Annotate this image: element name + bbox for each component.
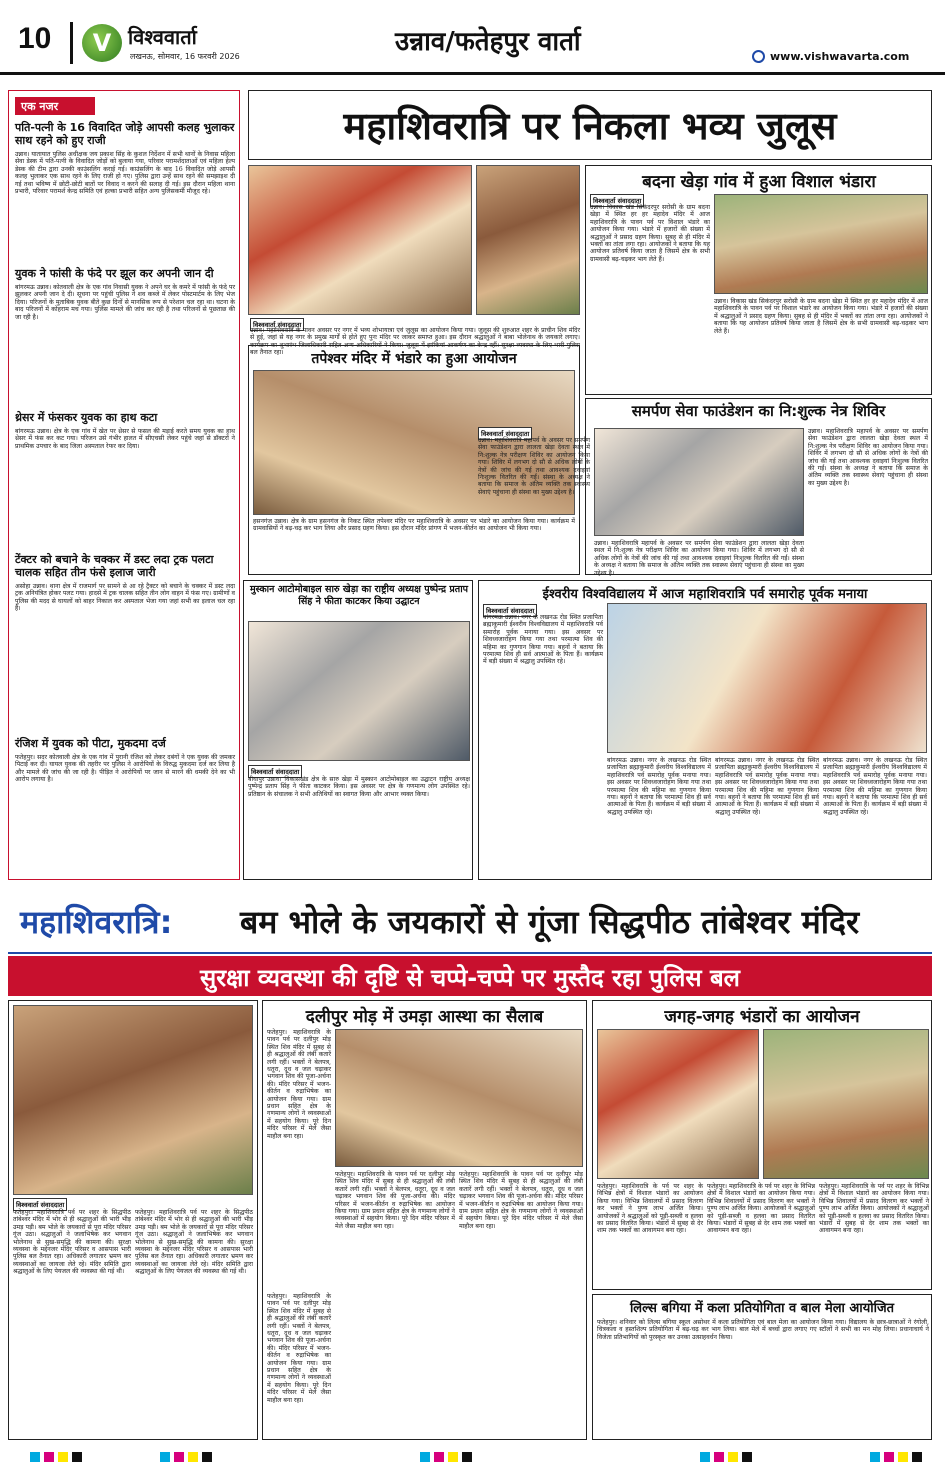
tapeshwar-body: हसनगंज उन्नाव। क्षेत्र के ग्राम हसनगंज के निकट स्थित तपेश्वर मंदिर पर महाशिवरात्रि के अवसर पर भंडारे का आयोजन किया गया। कार्यक्रम में ग्रामवासियों ने बढ़-चढ़ कर भाग लिया और प्रसाद ग्रहण किया। इस दौरान मंदिर प्रांगण में भजन-कीर्तन का आयोजन भी किया गया। xyxy=(253,518,575,533)
cyan-mark xyxy=(30,1452,40,1462)
page-number-divider xyxy=(70,22,73,64)
lead-photo xyxy=(248,165,472,315)
dalipur-photo xyxy=(335,1029,583,1167)
sidebar-body: बांगरमऊ उन्नाव। कोतवाली क्षेत्र के एक गांव निवासी युवक ने अपने घर के कमरे में फांसी के फंदे पर झूलकर अपनी जान दे दी। सूचना पर पहुंची पुलिस ने शव कब्जे में लेकर पोस्टमार्टम के लिए भेज दिया। परिजनों के मुताबिक युवक बीते कुछ दिनों से मानसिक रूप से परेशान चल रहा था। घटना के बाद परिजनों में कोहराम मच गया। पुलिस मामले की जांच कर रही है तथा परिजनों से पूछताछ की जा रही है। xyxy=(15,284,235,321)
jagah-photo xyxy=(597,1029,759,1179)
badna-story xyxy=(585,165,932,395)
sidebar-headline: पति-पत्नी के 16 विवादित जोड़े आपसी कलह भुलाकर साथ रहने को हुए राजी xyxy=(15,121,235,147)
sidebar-label: एक नजर xyxy=(15,97,95,115)
cyan-mark xyxy=(870,1452,880,1462)
dalipur-story xyxy=(262,1000,587,1440)
lilas-body: फतेहपुर। शनिवार को लिल्स बगिया स्कूल असोथर में कला प्रतियोगिता एवं बाल मेला का आयोजन किया गया। विद्यालय के छात्र-छात्राओं ने रंगोली, चित्रकला व हस्तशिल्प प्रतियोगिता में बढ़-चढ़ कर भाग लिया। बाल मेले में बच्चों द्वारा लगाए गए स्टॉलों ने सभी का मन मोह लिया। प्रधानाचार्य ने विजेता प्रतिभागियों को पुरस्कृत कर उनका उत्साहवर्धन किया। xyxy=(597,1319,929,1341)
magenta-mark xyxy=(714,1452,724,1462)
banner-prefix: महाशिवरात्रि: xyxy=(20,903,173,941)
muskan-body: बीघापुर उन्नाव। विकासखंड क्षेत्र के सारु खेड़ा में मुस्कान आटोमोबाइल का उद्घाटन राष्ट्रीय अध्यक्ष पुष्पेन्द्र प्रताप सिंह ने फीता काटकर किया। इस अवसर पर क्षेत्र के गणमान्य लोग उपस्थित रहे। प्रतिष्ठान के संचालक ने सभी अतिथियों का स्वागत किया और आभार व्यक्त किया। xyxy=(248,776,470,798)
badna-photo xyxy=(714,194,928,294)
banner-subhead: सुरक्षा व्यवस्था की दृष्टि से चप्पे-चप्पे पर मुस्तैद रहा पुलिस बल xyxy=(200,964,740,992)
magenta-mark xyxy=(44,1452,54,1462)
cyan-mark xyxy=(420,1452,430,1462)
tambeshwar-story xyxy=(8,1000,258,1440)
black-mark xyxy=(202,1452,212,1462)
cyan-mark xyxy=(700,1452,710,1462)
sidebar-headline: युवक ने फांसी के फंदे पर झूल कर अपनी जान दी xyxy=(15,267,214,280)
jagah-story xyxy=(592,1000,932,1290)
sidebar-headline: टेंक्टर को बचाने के चक्कर में डस्ट लदा ट्रक पलटा चालक सहित तीन फंसे इलाज जारी xyxy=(15,553,214,579)
ishwariya-body: बांगरमऊ उन्नाव। नगर के लखनऊ रोड स्थित प्रजापिता ब्रह्माकुमारी ईश्वरीय विश्वविद्यालय में महाशिवरात्रि पर्व समारोह पूर्वक मनाया गया। इस अवसर पर शिवध्वजारोहण किया गया तथा परमात्मा शिव की महिमा का गुणगान किया गया। बहनों ने बताया कि परमात्मा शिव ही सर्व आत्माओं के पिता हैं। कार्यक्रम में बड़ी संख्या में श्रद्धालु उपस्थित रहे। xyxy=(483,614,603,666)
dalipur-body-cont: फतेहपुर। महाशिवरात्रि के पावन पर्व पर दलीपुर मोड़ स्थित शिव मंदिर में सुबह से ही श्रद्धालुओं की लंबी कतारें लगी रहीं। भक्तों ने बेलपत्र, धतूरा, दूध व जल चढ़ाकर भगवान शिव की पूजा-अर्चना की। मंदिर परिसर में भजन-कीर्तन व रुद्राभिषेक का आयोजन किया गया। ग्राम प्रधान सहित क्षेत्र के गणमान्य लोगों ने व्यवस्थाओं में सहयोग किया। पूरे दिन मंदिर परिसर में मेले जैसा माहौल बना रहा। xyxy=(335,1171,455,1230)
banner-headline: बम भोले के जयकारों से गूंजा सिद्धपीठ तांबेश्वर मंदिर xyxy=(240,903,860,941)
ishwariya-body-cont: बांगरमऊ उन्नाव। नगर के लखनऊ रोड स्थित प्रजापिता ब्रह्माकुमारी ईश्वरीय विश्वविद्यालय में महाशिवरात्रि पर्व समारोह पूर्वक मनाया गया। इस अवसर पर शिवध्वजारोहण किया गया तथा परमात्मा शिव की महिमा का गुणगान किया गया। बहनों ने बताया कि परमात्मा शिव ही सर्व आत्माओं के पिता हैं। कार्यक्रम में बड़ी संख्या में श्रद्धालु उपस्थित रहे। xyxy=(715,757,819,816)
tambeshwar-body: फतेहपुर। महाशिवरात्रि पर्व पर शहर के सिद्धपीठ तांबेश्वर मंदिर में भोर से ही श्रद्धालुओं की भारी भीड़ उमड़ पड़ी। बम भोले के जयकारों से पूरा मंदिर परिसर गूंज उठा। श्रद्धालुओं ने जलाभिषेक कर भगवान भोलेनाथ से सुख-समृद्धि की कामना की। सुरक्षा व्यवस्था के मद्देनजर मंदिर परिसर व आसपास भारी पुलिस बल तैनात रहा। अधिकारी लगातार भ्रमण कर व्यवस्थाओं का जायजा लेते रहे। मंदिर समिति द्वारा श्रद्धालुओं के लिए पेयजल की व्यवस्था की गई थी। xyxy=(13,1209,131,1276)
samarpan-photo xyxy=(594,428,804,536)
ishwariya-photo xyxy=(607,603,927,753)
sidebar-body: असोहा उन्नाव। थाना क्षेत्र में राजमार्ग पर सामने से आ रहे ट्रैक्टर को बचाने के चक्कर में डस्ट लदा ट्रक अनियंत्रित होकर पलट गया। हादसे में ट्रक चालक सहित तीन लोग वाहन में फंस गए। ग्रामीणों व पुलिस की मदद से घायलों को बाहर निकाल कर अस्पताल भेजा गया जहां सभी का इलाज चल रहा है। xyxy=(15,583,235,613)
tapeshwar-headline: तपेश्वर मंदिर में भंडारे का हुआ आयोजन xyxy=(311,351,517,367)
samarpan-body: उन्नाव। महाशिवरात्रि महापर्व के अवसर पर समर्पण सेवा फाउंडेशन द्वारा लालता खेड़ा देवता स्थल में नि:शुल्क नेत्र परीक्षण शिविर का आयोजन किया गया। शिविर में लगभग दो सौ से अधिक लोगों के नेत्रों की जांच की गई तथा आवश्यक दवाइयां निःशुल्क वितरित की गईं। संस्था के अध्यक्ष ने बताया कि समाज के अंतिम व्यक्ति तक स्वास्थ्य सेवाएं पहुंचाना ही संस्था का मुख्य उद्देश्य है। xyxy=(478,437,590,496)
lead-headline: महाशिवरात्रि पर निकला भव्य जुलूस xyxy=(343,104,837,148)
black-mark xyxy=(72,1452,82,1462)
sidebar xyxy=(8,90,240,880)
badna-body-cont: उन्नाव। विकास खंड सिकंदरपुर सरोसी के ग्राम बदना खेड़ा में स्थित हर हर महादेव मंदिर में आज महाशिवरात्रि के पावन पर्व पर विशाल भंडारे का आयोजन किया गया। भंडारे में हजारों की संख्या में श्रद्धालुओं ने प्रसाद ग्रहण किया। सुबह से ही मंदिर में भक्तों का तांता लगा रहा। आयोजकों ने बताया कि यह आयोजन प्रतिवर्ष किया जाता है जिसमें क्षेत्र के सभी ग्रामवासी बढ़-चढ़कर भाग लेते हैं। xyxy=(714,298,928,335)
byline: विश्ववार्ता संवाददाता xyxy=(483,604,537,617)
yellow-mark xyxy=(898,1452,908,1462)
lead-photo xyxy=(476,165,580,315)
black-mark xyxy=(462,1452,472,1462)
ishwariya-body-cont: बांगरमऊ उन्नाव। नगर के लखनऊ रोड स्थित प्रजापिता ब्रह्माकुमारी ईश्वरीय विश्वविद्यालय में महाशिवरात्रि पर्व समारोह पूर्वक मनाया गया। इस अवसर पर शिवध्वजारोहण किया गया तथा परमात्मा शिव की महिमा का गुणगान किया गया। बहनों ने बताया कि परमात्मा शिव ही सर्व आत्माओं के पिता हैं। कार्यक्रम में बड़ी संख्या में श्रद्धालु उपस्थित रहे। xyxy=(607,757,711,816)
sidebar-body: फतेहपुर। सदर कोतवाली क्षेत्र के एक गांव में पुरानी रंजिश को लेकर दबंगों ने एक युवक की जमकर पिटाई कर दी। घायल युवक की तहरीर पर पुलिस ने आरोपियों के विरुद्ध मुकदमा दर्ज कर लिया है और मामले की जांच की जा रही है। पीड़ित ने आरोपियों पर जान से मारने की धमकी देने का भी आरोप लगाया है। xyxy=(15,754,235,784)
byline: विश्ववार्ता संवाददाता xyxy=(248,765,302,778)
samarpan-headline: समर्पण सेवा फाउंडेशन का नि:शुल्क नेत्र शिविर xyxy=(631,402,886,420)
sidebar-body: उन्नाव। यातायात पुलिस अधीक्षक जय प्रकाश सिंह के कुशल निर्देशन में सभी थानों के निवास महिला सेवा डेस्क में पति-पत्नी के विवादित जोड़ों को बुलाया गया, परिवार परामर्शदाताओं एवं महिला हेल्प डेस्क की टीम द्वारा उनकी काउंसलिंग कराई गई। काउंसलिंग के बाद 16 विवादित जोड़े आपसी कलह भुलाकर एक साथ रहने के लिए राजी हो गए। पुलिस द्वारा उन्हें साथ रहने की समझाइश दी गई तथा भविष्य में छोटी-छोटी बातों पर विवाद न करने की सलाह दी गई। इस दौरान महिला थाना प्रभारी, परिवार परामर्श केन्द्र समिति एवं हल्का प्रभारी सहित अन्य पुलिसकर्मी मौजूद रहे। xyxy=(15,151,235,196)
yellow-mark xyxy=(188,1452,198,1462)
tambeshwar-photo xyxy=(13,1005,253,1195)
byline: विश्ववार्ता संवाददाता xyxy=(13,1198,67,1211)
samarpan-body-cont: उन्नाव। महाशिवरात्रि महापर्व के अवसर पर समर्पण सेवा फाउंडेशन द्वारा लालता खेड़ा देवता स्थल में नि:शुल्क नेत्र परीक्षण शिविर का आयोजन किया गया। शिविर में लगभग दो सौ से अधिक लोगों के नेत्रों की जांच की गई तथा आवश्यक दवाइयां निःशुल्क वितरित की गईं। संस्था के अध्यक्ष ने बताया कि समाज के अंतिम व्यक्ति तक स्वास्थ्य सेवाएं पहुंचाना ही संस्था का मुख्य उद्देश्य है। xyxy=(594,540,804,577)
magenta-mark xyxy=(884,1452,894,1462)
jagah-body: फतेहपुर। महाशिवरात्रि के पर्व पर शहर के विभिन्न क्षेत्रों में विशाल भंडारों का आयोजन किया गया। विभिन्न शिवालयों में प्रसाद वितरण कर भक्तों ने पुण्य लाभ अर्जित किया। आयोजकों ने श्रद्धालुओं को पूड़ी-सब्जी व हलवा का प्रसाद वितरित किया। भंडारों में सुबह से देर शाम तक भक्तों का आवागमन बना रहा। xyxy=(597,1183,703,1235)
section-title: उन्नाव/फतेहपुर वार्ता xyxy=(395,27,581,57)
yellow-mark xyxy=(728,1452,738,1462)
brand-name: विश्ववार्ता xyxy=(128,25,197,49)
muskan-headline: मुस्कान आटोमोबाइल सारु खेड़ा का राष्ट्रीय अध्यक्ष पुष्पेन्द्र प्रताप सिंह ने फीता काटकर किया उद्घाटन xyxy=(249,584,469,607)
masthead xyxy=(0,0,945,78)
banner-subhead-band xyxy=(8,956,932,996)
samarpan-body-cont: उन्नाव। महाशिवरात्रि महापर्व के अवसर पर समर्पण सेवा फाउंडेशन द्वारा लालता खेड़ा देवता स्थल में नि:शुल्क नेत्र परीक्षण शिविर का आयोजन किया गया। शिविर में लगभग दो सौ से अधिक लोगों के नेत्रों की जांच की गई तथा आवश्यक दवाइयां निःशुल्क वितरित की गईं। संस्था के अध्यक्ष ने बताया कि समाज के अंतिम व्यक्ति तक स्वास्थ्य सेवाएं पहुंचाना ही संस्था का मुख्य उद्देश्य है। xyxy=(808,428,928,487)
color-registration-strip xyxy=(0,1448,945,1468)
ishwariya-body-cont: बांगरमऊ उन्नाव। नगर के लखनऊ रोड स्थित प्रजापिता ब्रह्माकुमारी ईश्वरीय विश्वविद्यालय में महाशिवरात्रि पर्व समारोह पूर्वक मनाया गया। इस अवसर पर शिवध्वजारोहण किया गया तथा परमात्मा शिव की महिमा का गुणगान किया गया। बहनों ने बताया कि परमात्मा शिव ही सर्व आत्माओं के पिता हैं। कार्यक्रम में बड़ी संख्या में श्रद्धालु उपस्थित रहे। xyxy=(823,757,927,816)
jagah-body-cont: फतेहपुर। महाशिवरात्रि के पर्व पर शहर के विभिन्न क्षेत्रों में विशाल भंडारों का आयोजन किया गया। विभिन्न शिवालयों में प्रसाद वितरण कर भक्तों ने पुण्य लाभ अर्जित किया। आयोजकों ने श्रद्धालुओं को पूड़ी-सब्जी व हलवा का प्रसाद वितरित किया। भंडारों में सुबह से देर शाम तक भक्तों का आवागमन बना रहा। xyxy=(707,1183,815,1235)
jagah-headline: जगह-जगह भंडारों का आयोजन xyxy=(664,1007,860,1027)
city-date: लखनऊ, सोमवार, 16 फरवरी 2026 xyxy=(130,52,240,61)
lilas-story xyxy=(592,1294,932,1440)
dalipur-body: फतेहपुर। महाशिवरात्रि के पावन पर्व पर दलीपुर मोड़ स्थित शिव मंदिर में सुबह से ही श्रद्धालुओं की लंबी कतारें लगी रहीं। भक्तों ने बेलपत्र, धतूरा, दूध व जल चढ़ाकर भगवान शिव की पूजा-अर्चना की। मंदिर परिसर में भजन-कीर्तन व रुद्राभिषेक का आयोजन किया गया। ग्राम प्रधान सहित क्षेत्र के गणमान्य लोगों ने व्यवस्थाओं में सहयोग किया। पूरे दिन मंदिर परिसर में मेले जैसा माहौल बना रहा। xyxy=(267,1029,331,1140)
page-number: 10 xyxy=(18,22,52,55)
yellow-mark xyxy=(58,1452,68,1462)
ishwariya-headline: ईश्वरीय विश्वविद्यालय में आज महाशिवरात्रि पर्व समारोह पूर्वक मनाया xyxy=(542,587,868,602)
brand-logo-icon: V xyxy=(82,24,122,62)
sidebar-headline: थ्रेसर में फंसकर युवक का हाथ कटा xyxy=(15,411,158,424)
jagah-body-cont: फतेहपुर। महाशिवरात्रि के पर्व पर शहर के विभिन्न क्षेत्रों में विशाल भंडारों का आयोजन किया गया। विभिन्न शिवालयों में प्रसाद वितरण कर भक्तों ने पुण्य लाभ अर्जित किया। आयोजकों ने श्रद्धालुओं को पूड़ी-सब्जी व हलवा का प्रसाद वितरित किया। भंडारों में सुबह से देर शाम तक भक्तों का आवागमन बना रहा। xyxy=(819,1183,929,1235)
lead-body: उन्नाव। महाशिवरात्रि के पावन अवसर पर नगर में भव्य शोभायात्रा एवं जुलूस का आयोजन किया गया। जुलूस की शुरुआत शहर के प्राचीन शिव मंदिर से हुई, जहां से यह नगर के प्रमुख मार्गों से होते हुए पुनः मंदिर पर जाकर समाप्त हुआ। इस दौरान श्रद्धालुओं ने बाबा भोलेनाथ के जयकारे लगाए। कार्यक्रम का शुभारंभ जिलाधिकारी सहित अन्य अधिकारियों ने किया। जुलूस में झांकियां आकर्षण का केन्द्र रहीं। सुरक्षा व्यवस्था के लिए भारी पुलिस बल तैनात रहा। xyxy=(250,327,580,357)
website[interactable]: www.vishwavarta.com xyxy=(770,50,910,63)
dalipur-headline: दलीपुर मोड़ में उमड़ा आस्था का सैलाब xyxy=(305,1007,544,1027)
magenta-mark xyxy=(434,1452,444,1462)
masthead-rule xyxy=(0,72,945,75)
banner-headline-row xyxy=(8,886,932,954)
byline: विश्ववार्ता संवाददाता xyxy=(590,194,644,207)
lead-story xyxy=(248,90,932,160)
byline: विश्ववार्ता संवाददाता xyxy=(478,427,532,440)
muskan-story xyxy=(243,580,473,880)
magenta-mark xyxy=(174,1452,184,1462)
yellow-mark xyxy=(448,1452,458,1462)
cyan-mark xyxy=(160,1452,170,1462)
ishwariya-story xyxy=(478,580,932,880)
jagah-photo xyxy=(763,1029,929,1179)
black-mark xyxy=(742,1452,752,1462)
dalipur-body-cont: फतेहपुर। महाशिवरात्रि के पावन पर्व पर दलीपुर मोड़ स्थित शिव मंदिर में सुबह से ही श्रद्धालुओं की लंबी कतारें लगी रहीं। भक्तों ने बेलपत्र, धतूरा, दूध व जल चढ़ाकर भगवान शिव की पूजा-अर्चना की। मंदिर परिसर में भजन-कीर्तन व रुद्राभिषेक का आयोजन किया गया। ग्राम प्रधान सहित क्षेत्र के गणमान्य लोगों ने व्यवस्थाओं में सहयोग किया। पूरे दिन मंदिर परिसर में मेले जैसा माहौल बना रहा। xyxy=(459,1171,583,1230)
byline: विश्ववार्ता संवाददाता xyxy=(250,318,304,331)
lilas-headline: लिल्स बगिया में कला प्रतियोगिता व बाल मेला आयोजित xyxy=(629,1301,895,1316)
sidebar-body: बांगरमऊ उन्नाव। क्षेत्र के एक गांव में खेत पर थ्रेसर से फसल की मड़ाई करते समय युवक का हाथ थ्रेसर में फंस कर कट गया। परिजन उसे गंभीर हालत में सीएचसी लेकर पहुंचे जहां से डॉक्टरों ने प्राथमिक उपचार के बाद जिला अस्पताल रेफर कर दिया। xyxy=(15,428,235,450)
black-mark xyxy=(912,1452,922,1462)
tambeshwar-body-cont: फतेहपुर। महाशिवरात्रि पर्व पर शहर के सिद्धपीठ तांबेश्वर मंदिर में भोर से ही श्रद्धालुओं की भारी भीड़ उमड़ पड़ी। बम भोले के जयकारों से पूरा मंदिर परिसर गूंज उठा। श्रद्धालुओं ने जलाभिषेक कर भगवान भोलेनाथ से सुख-समृद्धि की कामना की। सुरक्षा व्यवस्था के मद्देनजर मंदिर परिसर व आसपास भारी पुलिस बल तैनात रहा। अधिकारी लगातार भ्रमण कर व्यवस्थाओं का जायजा लेते रहे। मंदिर समिति द्वारा श्रद्धालुओं के लिए पेयजल की व्यवस्था की गई थी। xyxy=(135,1209,253,1276)
badna-body: उन्नाव। विकास खंड सिकंदरपुर सरोसी के ग्राम बदना खेड़ा में स्थित हर हर महादेव मंदिर में आज महाशिवरात्रि के पावन पर्व पर विशाल भंडारे का आयोजन किया गया। भंडारे में हजारों की संख्या में श्रद्धालुओं ने प्रसाद ग्रहण किया। सुबह से ही मंदिर में भक्तों का तांता लगा रहा। आयोजकों ने बताया कि यह आयोजन प्रतिवर्ष किया जाता है जिसमें क्षेत्र के सभी ग्रामवासी बढ़-चढ़कर भाग लेते हैं। xyxy=(590,204,710,263)
muskan-photo xyxy=(248,621,470,761)
globe-icon xyxy=(752,50,765,63)
dalipur-body-cont: फतेहपुर। महाशिवरात्रि के पावन पर्व पर दलीपुर मोड़ स्थित शिव मंदिर में सुबह से ही श्रद्धालुओं की लंबी कतारें लगी रहीं। भक्तों ने बेलपत्र, धतूरा, दूध व जल चढ़ाकर भगवान शिव की पूजा-अर्चना की। मंदिर परिसर में भजन-कीर्तन व रुद्राभिषेक का आयोजन किया गया। ग्राम प्रधान सहित क्षेत्र के गणमान्य लोगों ने व्यवस्थाओं में सहयोग किया। पूरे दिन मंदिर परिसर में मेले जैसा माहौल बना रहा। xyxy=(267,1293,331,1404)
badna-headline: बदना खेड़ा गांव में हुआ विशाल भंडारा xyxy=(642,172,876,192)
sidebar-headline: रंजिश में युवक को पीटा, मुकदमा दर्ज xyxy=(15,737,166,750)
